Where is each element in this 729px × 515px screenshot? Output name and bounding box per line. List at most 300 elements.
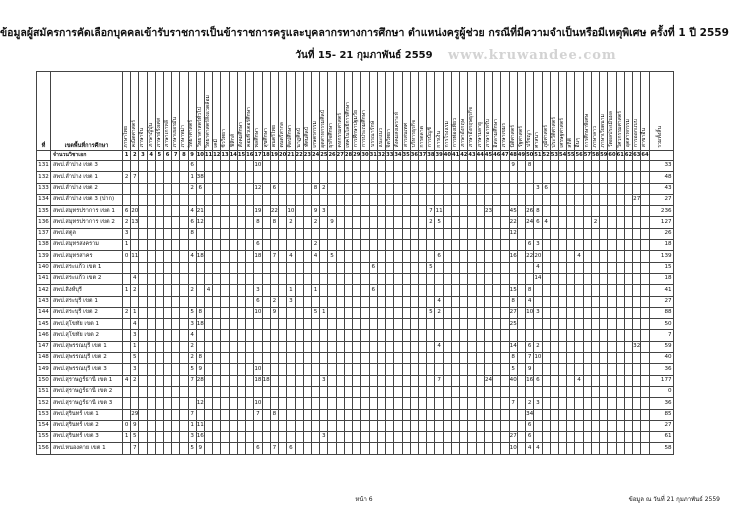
table-cell — [484, 319, 492, 330]
table-cell — [534, 319, 542, 330]
table-cell — [213, 172, 221, 183]
subject-number: 22 — [295, 151, 303, 161]
table-cell — [386, 375, 394, 386]
table-cell — [295, 240, 303, 251]
row-number: 136 — [37, 217, 51, 228]
table-cell — [419, 228, 427, 239]
table-cell — [624, 273, 632, 284]
table-cell — [336, 386, 344, 397]
table-cell — [624, 375, 632, 386]
row-total: 88 — [649, 307, 673, 318]
table-cell — [394, 240, 402, 251]
subject-number: 58 — [591, 151, 599, 161]
table-cell — [402, 172, 410, 183]
table-cell — [410, 217, 418, 228]
table-cell — [591, 240, 599, 251]
table-cell: 8 — [196, 307, 204, 318]
table-cell: 6 — [534, 217, 542, 228]
table-cell — [600, 217, 608, 228]
table-cell: 10 — [287, 206, 295, 217]
table-cell — [402, 194, 410, 205]
subject-number: 59 — [600, 151, 608, 161]
table-cell — [583, 420, 591, 431]
table-cell — [559, 364, 567, 375]
table-cell — [295, 161, 303, 172]
table-cell — [237, 364, 245, 375]
table-cell — [435, 443, 443, 454]
table-cell — [493, 251, 501, 262]
table-cell — [567, 386, 575, 397]
table-cell — [221, 172, 229, 183]
col-header-subject: ภาษาอังกฤษ — [460, 72, 468, 151]
table-cell — [534, 432, 542, 443]
table-cell — [550, 262, 558, 273]
table-cell: 2 — [534, 341, 542, 352]
table-cell — [377, 432, 385, 443]
table-cell — [460, 398, 468, 409]
table-cell: 9 — [270, 307, 278, 318]
table-cell — [131, 398, 139, 409]
table-row — [37, 409, 674, 420]
subject-number: 24 — [311, 151, 319, 161]
table-cell — [147, 262, 155, 273]
table-cell — [287, 409, 295, 420]
table-cell: 4 — [188, 330, 196, 341]
table-cell — [155, 172, 163, 183]
table-cell — [328, 353, 336, 364]
table-cell: 2 — [435, 307, 443, 318]
table-cell — [328, 240, 336, 251]
table-cell — [254, 262, 262, 273]
table-cell — [600, 353, 608, 364]
table-cell: 9 — [131, 420, 139, 431]
table-cell — [369, 432, 377, 443]
table-cell — [633, 228, 641, 239]
table-cell — [237, 206, 245, 217]
row-area: สพป.สระบุรี เขต 2 — [51, 307, 123, 318]
table-cell — [427, 364, 435, 375]
table-cell — [583, 296, 591, 307]
row-number: 138 — [37, 240, 51, 251]
table-cell — [311, 353, 319, 364]
table-cell — [583, 341, 591, 352]
table-cell — [608, 386, 616, 397]
table-cell — [394, 228, 402, 239]
table-cell — [616, 273, 624, 284]
table-cell — [320, 172, 328, 183]
table-cell — [344, 364, 352, 375]
table-cell — [221, 443, 229, 454]
table-cell — [460, 386, 468, 397]
table-cell — [435, 172, 443, 183]
table-cell — [493, 319, 501, 330]
row-number: 134 — [37, 194, 51, 205]
table-cell — [608, 353, 616, 364]
table-cell — [608, 228, 616, 239]
table-cell — [311, 398, 319, 409]
table-cell — [517, 353, 525, 364]
table-cell — [196, 285, 204, 296]
table-cell — [501, 341, 509, 352]
table-cell — [575, 228, 583, 239]
table-cell — [237, 161, 245, 172]
table-cell — [344, 172, 352, 183]
table-cell — [460, 443, 468, 454]
table-cell — [476, 307, 484, 318]
table-cell — [402, 296, 410, 307]
table-cell — [139, 228, 147, 239]
table-cell: 13 — [131, 217, 139, 228]
table-cell — [328, 341, 336, 352]
table-cell — [328, 330, 336, 341]
row-total: 48 — [649, 172, 673, 183]
table-cell — [641, 194, 649, 205]
table-cell — [237, 319, 245, 330]
table-cell — [386, 183, 394, 194]
table-cell — [484, 194, 492, 205]
table-cell — [484, 273, 492, 284]
table-cell — [526, 228, 534, 239]
table-cell: 12 — [196, 398, 204, 409]
table-cell — [328, 262, 336, 273]
table-cell — [147, 273, 155, 284]
table-cell — [460, 194, 468, 205]
table-cell: 6 — [526, 341, 534, 352]
table-cell — [476, 443, 484, 454]
table-cell — [534, 161, 542, 172]
table-cell — [213, 194, 221, 205]
table-cell — [377, 285, 385, 296]
data-date: ข้อมูล ณ วันที่ 21 กุมภาพันธ์ 2559 — [628, 496, 720, 503]
table-cell: 6 — [254, 240, 262, 251]
table-cell — [493, 217, 501, 228]
table-cell — [451, 240, 459, 251]
table-cell — [394, 273, 402, 284]
table-cell — [163, 183, 171, 194]
subject-number: 33 — [386, 151, 394, 161]
subject-number: 61 — [616, 151, 624, 161]
table-cell — [139, 307, 147, 318]
row-total: 27 — [649, 296, 673, 307]
table-cell — [287, 273, 295, 284]
table-cell — [204, 296, 212, 307]
table-cell — [624, 183, 632, 194]
table-cell — [633, 375, 641, 386]
header-row — [37, 72, 674, 151]
table-cell: 6 — [188, 217, 196, 228]
table-cell — [180, 341, 188, 352]
table-cell — [534, 296, 542, 307]
col-header-subject: จิตวิทยา — [386, 72, 394, 151]
table-cell — [163, 307, 171, 318]
table-cell — [641, 307, 649, 318]
table-cell — [369, 375, 377, 386]
table-cell: 4 — [435, 341, 443, 352]
table-cell — [254, 172, 262, 183]
table-cell — [451, 432, 459, 443]
table-cell — [575, 240, 583, 251]
table-cell — [633, 206, 641, 217]
table-cell — [270, 273, 278, 284]
table-cell — [147, 228, 155, 239]
table-cell — [419, 409, 427, 420]
table-cell — [377, 161, 385, 172]
table-cell — [204, 172, 212, 183]
table-cell: 4 — [534, 443, 542, 454]
table-cell — [583, 273, 591, 284]
table-cell — [229, 161, 237, 172]
row-total: 27 — [649, 420, 673, 431]
subject-number: 34 — [394, 151, 402, 161]
col-header-subject: อุตสาหกรรมศิลป์ — [320, 72, 328, 151]
table-cell — [131, 262, 139, 273]
table-cell — [246, 161, 254, 172]
table-cell — [386, 206, 394, 217]
col-header-subject: วิทยาศาสตร์ — [188, 72, 196, 151]
table-cell: 6 — [254, 443, 262, 454]
table-cell: 2 — [188, 353, 196, 364]
table-cell — [328, 228, 336, 239]
table-cell — [509, 420, 517, 431]
table-cell — [427, 409, 435, 420]
table-cell — [139, 217, 147, 228]
table-cell — [344, 341, 352, 352]
col-header-subject: ปรัชญา — [526, 72, 534, 151]
table-cell — [451, 307, 459, 318]
table-cell — [180, 398, 188, 409]
table-cell — [246, 217, 254, 228]
table-cell — [591, 273, 599, 284]
table-cell — [204, 161, 212, 172]
table-cell — [303, 183, 311, 194]
table-cell — [303, 251, 311, 262]
table-cell — [336, 364, 344, 375]
table-cell — [501, 398, 509, 409]
table-cell — [608, 217, 616, 228]
row-area: สพป.สุโขทัย เขต 2 — [51, 330, 123, 341]
table-cell — [204, 217, 212, 228]
table-cell — [501, 172, 509, 183]
table-cell — [575, 341, 583, 352]
col-header-subject: สาขาอื่น — [641, 72, 649, 151]
table-cell — [451, 443, 459, 454]
table-cell — [180, 409, 188, 420]
table-cell — [147, 183, 155, 194]
table-cell — [270, 375, 278, 386]
table-cell — [386, 273, 394, 284]
table-cell — [633, 319, 641, 330]
table-cell — [476, 251, 484, 262]
table-cell — [279, 206, 287, 217]
table-cell — [172, 409, 180, 420]
table-cell — [180, 240, 188, 251]
table-cell — [328, 386, 336, 397]
table-cell — [435, 353, 443, 364]
table-cell — [419, 341, 427, 352]
table-cell — [287, 398, 295, 409]
table-cell — [517, 432, 525, 443]
subject-number: 25 — [320, 151, 328, 161]
table-cell — [567, 443, 575, 454]
table-cell — [320, 319, 328, 330]
table-cell — [583, 228, 591, 239]
subject-number: 56 — [575, 151, 583, 161]
table-cell — [369, 228, 377, 239]
table-cell — [246, 206, 254, 217]
table-cell — [123, 409, 131, 420]
table-cell — [493, 296, 501, 307]
table-row — [37, 206, 674, 217]
table-cell — [410, 251, 418, 262]
table-cell — [559, 319, 567, 330]
table-cell — [344, 183, 352, 194]
table-cell — [204, 240, 212, 251]
table-cell — [172, 228, 180, 239]
table-cell — [147, 251, 155, 262]
table-cell — [451, 420, 459, 431]
table-cell — [311, 262, 319, 273]
table-cell — [468, 161, 476, 172]
table-cell — [633, 330, 641, 341]
table-cell: 10 — [534, 353, 542, 364]
table-cell — [633, 296, 641, 307]
table-cell — [460, 217, 468, 228]
table-cell: 3 — [131, 330, 139, 341]
table-cell — [427, 319, 435, 330]
table-cell — [550, 228, 558, 239]
table-cell — [443, 172, 451, 183]
table-cell: 6 — [526, 432, 534, 443]
table-cell — [262, 251, 270, 262]
table-cell — [163, 341, 171, 352]
subject-number: 41 — [451, 151, 459, 161]
table-cell — [377, 172, 385, 183]
table-cell: 2 — [270, 296, 278, 307]
table-cell — [303, 273, 311, 284]
table-cell — [270, 172, 278, 183]
table-cell — [196, 194, 204, 205]
table-cell — [237, 443, 245, 454]
table-cell — [542, 409, 550, 420]
table-cell — [361, 240, 369, 251]
table-cell — [575, 161, 583, 172]
table-cell — [501, 443, 509, 454]
table-cell: 6 — [534, 375, 542, 386]
table-cell — [221, 161, 229, 172]
table-cell — [567, 262, 575, 273]
table-cell — [575, 398, 583, 409]
table-cell: 6 — [542, 183, 550, 194]
table-cell — [361, 432, 369, 443]
table-cell — [641, 172, 649, 183]
table-cell — [328, 398, 336, 409]
subject-number: 1 — [123, 151, 131, 161]
table-cell — [402, 307, 410, 318]
table-cell — [353, 432, 361, 443]
table-cell — [213, 364, 221, 375]
table-cell — [328, 161, 336, 172]
table-cell — [476, 194, 484, 205]
table-cell — [386, 353, 394, 364]
table-cell: 4 — [131, 319, 139, 330]
table-cell — [542, 172, 550, 183]
table-cell — [460, 262, 468, 273]
table-cell — [361, 353, 369, 364]
table-cell — [279, 443, 287, 454]
table-cell: 10 — [526, 307, 534, 318]
table-cell — [180, 432, 188, 443]
row-area: สพป.ลำปาง เขต 2 — [51, 183, 123, 194]
table-cell — [476, 364, 484, 375]
table-cell — [493, 386, 501, 397]
table-cell: 3 — [131, 364, 139, 375]
col-header-subject: ภาษามลายู — [476, 72, 484, 151]
table-cell — [600, 262, 608, 273]
table-cell — [427, 386, 435, 397]
table-cell — [328, 206, 336, 217]
subject-number: 26 — [328, 151, 336, 161]
row-area: สพป.สมุทรปราการ เขต 1 — [51, 206, 123, 217]
table-cell — [229, 341, 237, 352]
table-cell — [131, 386, 139, 397]
table-cell — [328, 364, 336, 375]
row-area: สพป.หนองคาย เขต 1 — [51, 443, 123, 454]
table-cell — [600, 194, 608, 205]
table-cell: 6 — [526, 240, 534, 251]
table-cell — [295, 409, 303, 420]
table-cell: 8 — [509, 353, 517, 364]
table-cell — [204, 375, 212, 386]
table-cell — [369, 240, 377, 251]
table-row — [37, 443, 674, 454]
table-cell: 1 — [123, 285, 131, 296]
table-cell — [139, 296, 147, 307]
table-cell — [328, 420, 336, 431]
table-cell — [320, 262, 328, 273]
table-cell — [583, 194, 591, 205]
table-cell: 28 — [196, 375, 204, 386]
table-cell — [624, 420, 632, 431]
table-cell — [517, 172, 525, 183]
table-cell — [369, 217, 377, 228]
table-cell — [213, 307, 221, 318]
table-cell — [493, 161, 501, 172]
table-cell — [468, 443, 476, 454]
table-cell: 2 — [427, 217, 435, 228]
table-cell — [624, 285, 632, 296]
table-cell — [550, 206, 558, 217]
table-cell — [172, 161, 180, 172]
table-cell — [377, 319, 385, 330]
table-cell — [336, 194, 344, 205]
table-cell — [427, 194, 435, 205]
table-cell — [493, 353, 501, 364]
table-cell: 4 — [311, 251, 319, 262]
table-cell — [509, 386, 517, 397]
table-cell — [279, 375, 287, 386]
table-cell — [147, 341, 155, 352]
table-cell — [616, 240, 624, 251]
table-cell — [402, 330, 410, 341]
table-cell — [155, 194, 163, 205]
table-cell — [493, 409, 501, 420]
table-cell: 6 — [287, 443, 295, 454]
table-cell — [328, 443, 336, 454]
subject-number: 64 — [641, 151, 649, 161]
table-cell: 0 — [123, 251, 131, 262]
table-cell — [344, 273, 352, 284]
table-cell — [147, 443, 155, 454]
